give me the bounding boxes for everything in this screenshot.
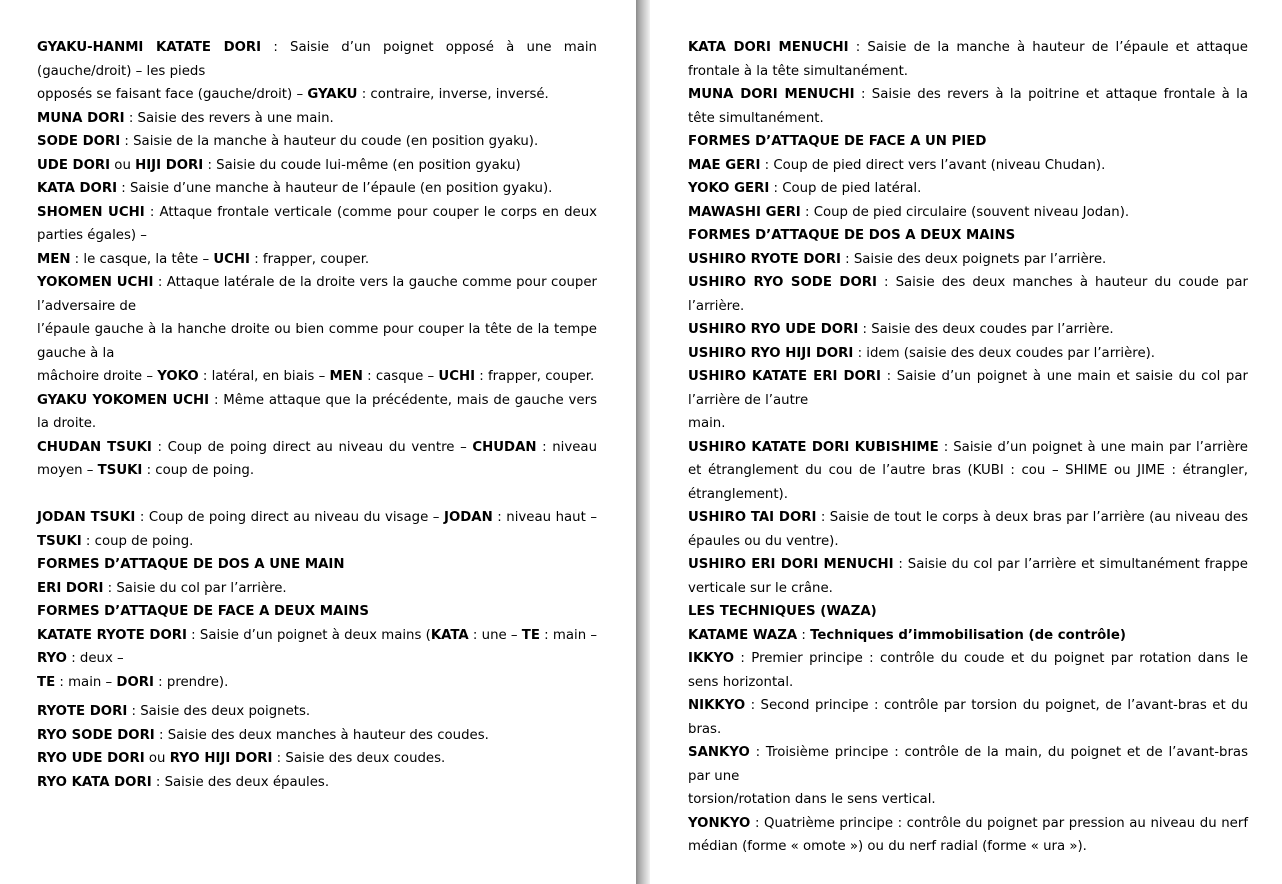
text-run: : idem (saisie des deux coudes par l’arrière). bbox=[853, 345, 1156, 361]
text-run: main. bbox=[688, 416, 726, 431]
page-gutter-divider bbox=[636, 0, 650, 884]
term-keyword: RYOTE DORI bbox=[37, 704, 128, 719]
term-keyword: TE bbox=[37, 674, 56, 690]
term-keyword: UCHI bbox=[438, 369, 476, 384]
text-run: : main – bbox=[55, 674, 117, 690]
text-paragraph bbox=[37, 436, 597, 483]
term-keyword: USHIRO KATATE DORI KUBISHIME bbox=[688, 439, 939, 455]
text-run: : contraire, inverse, inversé. bbox=[357, 87, 549, 102]
term-keyword: FORMES D’ATTAQUE DE FACE A UN PIED bbox=[688, 134, 987, 149]
term-keyword: USHIRO TAI DORI bbox=[688, 510, 817, 525]
right-column bbox=[688, 36, 1248, 859]
text-run: : Saisie d’un poignet à une main par l’arrière et étranglement du cou de l’autre bras (KUBI : cou – SHIME ou JIME : étrangler, étranglement). bbox=[688, 439, 1248, 502]
text-run: : Saisie des deux coudes par l’arrière. bbox=[858, 322, 1114, 337]
text-run: : le casque, la tête – bbox=[70, 251, 214, 267]
term-keyword: KATA bbox=[430, 627, 469, 643]
text-run: : prendre). bbox=[153, 674, 229, 690]
left-page bbox=[0, 0, 636, 884]
text-run: : Saisie de tout le corps à deux bras par l’arrière (au niveau des épaules ou du ventre). bbox=[688, 510, 1248, 549]
term-keyword: HIJI DORI bbox=[135, 157, 204, 173]
text-paragraph bbox=[37, 506, 597, 553]
term-keyword: USHIRO RYOTE DORI bbox=[688, 251, 841, 267]
text-paragraph bbox=[37, 318, 597, 365]
text-run: : une – bbox=[468, 627, 522, 643]
text-paragraph bbox=[688, 600, 1248, 624]
text-run: : Saisie des deux manches à hauteur du coude par l’arrière. bbox=[688, 275, 1248, 314]
text-run: : Saisie d’un poignet à une main et saisie du col par l’arrière de l’autre bbox=[688, 369, 1248, 408]
term-keyword: JODAN bbox=[444, 510, 493, 525]
text-run: l’épaule gauche à la hanche droite ou bien comme pour couper la tête de la tempe gauche à la bbox=[37, 322, 597, 361]
text-run: : Saisie des deux poignets. bbox=[127, 704, 311, 719]
text-run: : Saisie de la manche à hauteur de l’épaule et attaque frontale à la tête simultanément. bbox=[688, 40, 1248, 79]
term-keyword: GYAKU-HANMI KATATE DORI bbox=[37, 40, 262, 55]
text-paragraph bbox=[37, 365, 597, 389]
term-keyword: RYO KATA DORI bbox=[37, 774, 152, 790]
text-run: : Coup de pied circulaire (souvent niveau Jodan). bbox=[800, 204, 1130, 220]
term-keyword: USHIRO RYO UDE DORI bbox=[688, 322, 859, 337]
text-paragraph bbox=[37, 271, 597, 318]
text-paragraph bbox=[37, 389, 597, 436]
text-paragraph bbox=[688, 271, 1248, 318]
text-run: : Saisie du coude lui-même (en position gyaku) bbox=[203, 157, 521, 173]
term-keyword: YOKO GERI bbox=[688, 181, 770, 196]
text-run: : Saisie du col par l’arrière et simultanément frappe verticale sur le crâne. bbox=[688, 557, 1248, 596]
text-run: : Saisie des deux épaules. bbox=[151, 774, 330, 790]
text-run: : coup de poing. bbox=[142, 463, 255, 478]
text-run: mâchoire droite – bbox=[37, 369, 158, 384]
term-keyword: TSUKI bbox=[37, 533, 82, 549]
term-keyword: GYAKU YOKOMEN UCHI bbox=[37, 392, 210, 408]
text-run: : Saisie des revers à une main. bbox=[124, 110, 334, 126]
text-paragraph bbox=[688, 342, 1248, 366]
text-paragraph bbox=[37, 700, 597, 724]
text-paragraph bbox=[37, 107, 597, 131]
term-keyword: SODE DORI bbox=[37, 134, 121, 149]
text-paragraph bbox=[37, 177, 597, 201]
text-run: ou bbox=[144, 751, 170, 766]
text-paragraph bbox=[37, 724, 597, 748]
text-run: : latéral, en biais – bbox=[198, 369, 330, 384]
text-run: : frapper, couper. bbox=[475, 369, 595, 384]
term-keyword: RYO UDE DORI bbox=[37, 751, 145, 766]
term-keyword: USHIRO RYO HIJI DORI bbox=[688, 345, 854, 361]
text-run: : Saisie d’un poignet à deux mains ( bbox=[186, 627, 431, 643]
text-run: : Coup de poing direct au niveau du visage – bbox=[135, 510, 444, 525]
text-paragraph bbox=[37, 83, 597, 107]
text-run: ou bbox=[110, 157, 136, 173]
term-keyword: MAWASHI GERI bbox=[688, 204, 801, 220]
text-paragraph bbox=[688, 224, 1248, 248]
text-paragraph bbox=[688, 647, 1248, 694]
text-run: : Coup de poing direct au niveau du ventre – bbox=[151, 439, 473, 455]
text-run: : Saisie du col par l’arrière. bbox=[103, 580, 287, 596]
text-run: : Attaque frontale verticale (comme pour couper le corps en deux parties égales) – bbox=[37, 204, 597, 243]
term-keyword: YOKOMEN UCHI bbox=[37, 275, 154, 290]
text-paragraph bbox=[37, 671, 597, 695]
term-keyword: KATA DORI bbox=[37, 181, 118, 196]
text-paragraph bbox=[688, 318, 1248, 342]
term-keyword: USHIRO RYO SODE DORI bbox=[688, 275, 877, 290]
text-run: : Saisie d’une manche à hauteur de l’épaule (en position gyaku). bbox=[117, 181, 553, 196]
text-run: : Saisie d’un poignet opposé à une main (gauche/droit) – les pieds bbox=[37, 40, 597, 79]
term-keyword: DORI bbox=[116, 674, 154, 690]
text-paragraph bbox=[37, 624, 597, 671]
term-keyword: RYO bbox=[37, 651, 67, 666]
term-keyword: RYO HIJI DORI bbox=[169, 751, 273, 766]
term-keyword: KATA DORI MENUCHI bbox=[688, 40, 849, 55]
term-keyword: LES TECHNIQUES (WAZA) bbox=[688, 604, 877, 619]
text-run: : Second principe : contrôle par torsion du poignet, de l’avant-bras et du bras. bbox=[688, 698, 1248, 737]
term-keyword: SHOMEN UCHI bbox=[37, 204, 145, 220]
term-keyword: KATAME WAZA bbox=[688, 627, 798, 643]
text-run: opposés se faisant face (gauche/droit) – bbox=[37, 87, 308, 102]
term-keyword: Techniques d’immobilisation (de contrôle) bbox=[810, 627, 1126, 643]
text-paragraph bbox=[688, 36, 1248, 83]
text-paragraph bbox=[688, 553, 1248, 600]
text-paragraph bbox=[688, 694, 1248, 741]
text-run: : Coup de pied direct vers l’avant (niveau Chudan). bbox=[760, 157, 1106, 173]
text-run: : Premier principe : contrôle du coude et du poignet par rotation dans le sens horizontal. bbox=[688, 651, 1248, 690]
text-run: : Troisième principe : contrôle de la main, du poignet et de l’avant-bras par une bbox=[688, 745, 1248, 784]
text-paragraph bbox=[688, 365, 1248, 412]
text-paragraph bbox=[688, 436, 1248, 507]
term-keyword: USHIRO KATATE ERI DORI bbox=[688, 369, 881, 384]
text-run: : coup de poing. bbox=[81, 533, 194, 549]
term-keyword: GYAKU bbox=[307, 87, 358, 102]
term-keyword: KATATE RYOTE DORI bbox=[37, 627, 187, 643]
text-run: : Quatrième principe : contrôle du poignet par pression au niveau du nerf médian (forme « omote ») ou du nerf radial (forme « ura »). bbox=[688, 815, 1248, 854]
text-run: : niveau haut – bbox=[492, 510, 597, 525]
term-keyword: MUNA DORI MENUCHI bbox=[688, 87, 855, 102]
term-keyword: RYO SODE DORI bbox=[37, 727, 155, 743]
term-keyword: USHIRO ERI DORI MENUCHI bbox=[688, 557, 894, 572]
text-run: : niveau moyen – bbox=[37, 439, 598, 478]
text-run: : Saisie des deux manches à hauteur des coudes. bbox=[154, 727, 489, 743]
text-paragraph bbox=[688, 177, 1248, 201]
term-keyword: CHUDAN TSUKI bbox=[37, 439, 152, 455]
text-paragraph bbox=[37, 747, 597, 771]
text-paragraph bbox=[37, 201, 597, 248]
text-run: : frapper, couper. bbox=[249, 251, 370, 267]
text-run: : Même attaque que la précédente, mais de gauche vers la droite. bbox=[37, 392, 597, 431]
text-paragraph bbox=[688, 248, 1248, 272]
term-keyword: MAE GERI bbox=[688, 157, 761, 173]
text-paragraph bbox=[688, 201, 1248, 225]
text-run: torsion/rotation dans le sens vertical. bbox=[688, 792, 936, 807]
term-keyword: FORMES D’ATTAQUE DE DOS A UNE MAIN bbox=[37, 557, 345, 572]
term-keyword: JODAN TSUKI bbox=[37, 510, 136, 525]
text-paragraph bbox=[37, 154, 597, 178]
term-keyword: FORMES D’ATTAQUE DE DOS A DEUX MAINS bbox=[688, 228, 1016, 243]
term-keyword: ERI DORI bbox=[37, 580, 104, 596]
term-keyword: CHUDAN bbox=[472, 439, 537, 455]
text-run: : deux – bbox=[66, 651, 124, 666]
text-run: : Attaque latérale de la droite vers la gauche comme pour couper l’adversaire de bbox=[37, 275, 597, 314]
text-run: : Coup de pied latéral. bbox=[769, 181, 922, 196]
text-paragraph bbox=[688, 130, 1248, 154]
term-keyword: UCHI bbox=[213, 251, 250, 267]
text-paragraph bbox=[688, 812, 1248, 859]
term-keyword: FORMES D’ATTAQUE DE FACE A DEUX MAINS bbox=[37, 604, 369, 619]
text-paragraph bbox=[37, 130, 597, 154]
left-column bbox=[37, 36, 597, 794]
term-keyword: TE bbox=[521, 627, 540, 643]
text-run: : Saisie de la manche à hauteur du coude (en position gyaku). bbox=[120, 134, 539, 149]
text-paragraph bbox=[37, 577, 597, 601]
term-keyword: MUNA DORI bbox=[37, 110, 125, 126]
term-keyword: SANKYO bbox=[688, 745, 750, 760]
right-page bbox=[650, 0, 1282, 884]
text-paragraph bbox=[37, 36, 597, 83]
text-run: : Saisie des revers à la poitrine et attaque frontale à la tête simultanément. bbox=[688, 87, 1248, 126]
term-keyword: NIKKYO bbox=[688, 698, 746, 713]
text-run: : Saisie des deux poignets par l’arrière. bbox=[840, 251, 1107, 267]
term-keyword: IKKYO bbox=[688, 651, 735, 666]
term-keyword: MEN bbox=[329, 369, 363, 384]
text-run: : main – bbox=[539, 627, 597, 643]
term-keyword: YONKYO bbox=[688, 815, 751, 831]
text-run: : bbox=[797, 627, 811, 643]
term-keyword: UDE DORI bbox=[37, 157, 111, 173]
text-paragraph bbox=[688, 624, 1248, 648]
text-paragraph bbox=[37, 553, 597, 577]
text-paragraph bbox=[688, 788, 1248, 812]
term-keyword: YOKO bbox=[157, 369, 199, 384]
text-run: : Saisie des deux coudes. bbox=[272, 751, 446, 766]
term-keyword: TSUKI bbox=[97, 463, 143, 478]
text-paragraph bbox=[688, 506, 1248, 553]
text-paragraph bbox=[688, 154, 1248, 178]
text-paragraph bbox=[37, 600, 597, 624]
text-paragraph bbox=[37, 248, 597, 272]
text-paragraph bbox=[688, 412, 1248, 436]
paragraph-spacer bbox=[37, 483, 597, 507]
term-keyword: MEN bbox=[37, 251, 71, 267]
text-paragraph bbox=[688, 741, 1248, 788]
text-run: : casque – bbox=[362, 369, 439, 384]
text-paragraph bbox=[37, 771, 597, 795]
text-paragraph bbox=[688, 83, 1248, 130]
